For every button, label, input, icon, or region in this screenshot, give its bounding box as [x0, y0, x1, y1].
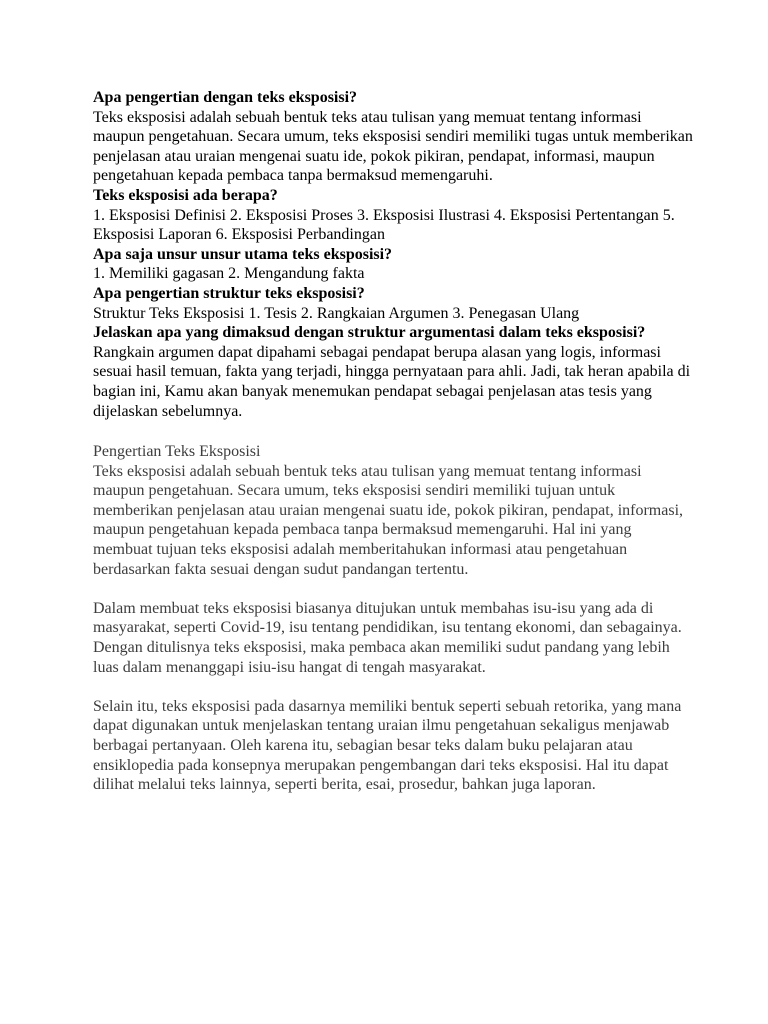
qa-question-1: Apa pengertian dengan teks eksposisi? — [93, 89, 358, 106]
qa-answer-3: 1. Memiliki gagasan 2. Mengandung fakta — [93, 265, 365, 283]
article-paragraph-1: Teks eksposisi adalah sebuah bentuk teks atau tulisan yang memuat tentang informasi maupun pengetahuan. Secara umum, teks eksposisi sendiri memiliki tujuan untuk memberikan penjelasan atau uraian mengenai suatu ide, pokok pikiran, pendapat, informasi, maupun pengetahuan kepada pembaca tanpa bermaksud memengaruhi. Hal ini yang membuat tujuan teks eksposisi adalah memberitahukan informasi atau pengetahuan berdasarkan fakta sesuai dengan sudut pandangan tertentu. — [93, 462, 684, 578]
qa-answer-4: Struktur Teks Eksposisi 1. Tesis 2. Rangkaian Argumen 3. Penegasan Ulang — [93, 304, 580, 322]
article-heading: Pengertian Teks Eksposisi — [93, 443, 261, 461]
article-paragraph-2: Dalam membuat teks eksposisi biasanya ditujukan untuk membahas isu-isu yang ada di masyarakat, seperti Covid-19, isu tentang pendidikan, isu tentang ekonomi, dan sebagainya. Dengan ditulisnya teks eksposisi, maka pembaca akan memiliki sudut pandang yang lebih luas dalam menanggapi isiu-isu hangat di tengah masyarakat. — [93, 599, 682, 676]
qa-answer-5: Rangkain argumen dapat dipahami sebagai pendapat berupa alasan yang logis, informasi sesuai hasil temuan, fakta yang terjadi, hingga pernyataan para ahli. Jadi, tak heran apabila di bagian ini, Kamu akan banyak menemukan pendapat sebagai penjelasan atas tesis yang dijelaskan sebelumnya. — [93, 343, 691, 420]
document-page — [93, 88, 693, 795]
qa-answer-1: Teks eksposisi adalah sebuah bentuk teks atau tulisan yang memuat tentang informasi maupun pengetahuan. Secara umum, teks eksposisi sendiri memiliki tugas untuk memberikan penjelasan atau uraian mengenai suatu ide, pokok pikiran, pendapat, informasi, maupun pengetahuan kepada pembaca tanpa bermaksud memengaruhi. — [93, 108, 693, 185]
article-paragraph-3: Selain itu, teks eksposisi pada dasarnya memiliki bentuk seperti sebuah retorika, yang mana dapat digunakan untuk menjelaskan tentang uraian ilmu pengetahuan sekaligus menjawab berbagai pertanyaan. Oleh karena itu, sebagian besar teks dalam buku pelajaran atau ensiklopedia pada konsepnya merupakan pengembangan dari teks eksposisi. Hal itu dapat dilihat melalui teks lainnya, seperti berita, esai, prosedur, bahkan juga laporan. — [93, 697, 682, 794]
qa-question-4: Apa pengertian struktur teks eksposisi? — [93, 284, 365, 302]
qa-question-5: Jelaskan apa yang dimaksud dengan struktur argumentasi dalam teks eksposisi? — [93, 324, 646, 342]
qa-question-3: Apa saja unsur unsur utama teks eksposisi? — [93, 245, 393, 263]
qa-section — [93, 88, 693, 421]
qa-question-2: Teks eksposisi ada berapa? — [93, 186, 278, 204]
article-section — [93, 442, 693, 795]
qa-answer-2: 1. Eksposisi Definisi 2. Eksposisi Proses 3. Eksposisi Ilustrasi 4. Eksposisi Pertentangan 5. Eksposisi Laporan 6. Eksposisi Perbandingan — [93, 206, 675, 244]
